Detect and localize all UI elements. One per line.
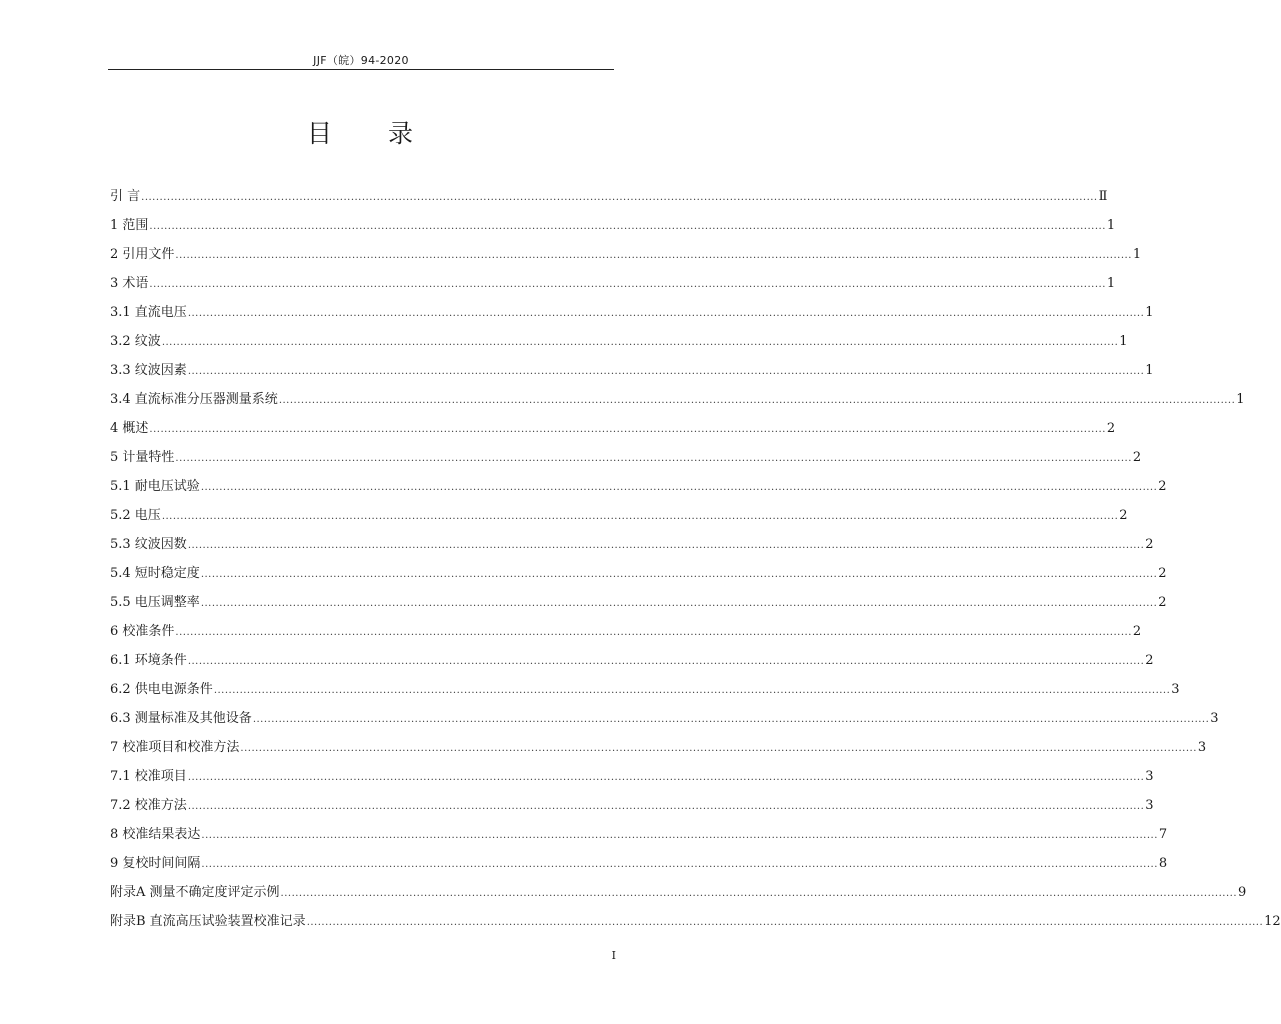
toc-entry-label: 9 复校时间间隔 (110, 856, 201, 871)
toc-dot-leader: .................................................................................................................................................................................................................................................................... (240, 743, 1197, 754)
toc-dot-leader: .................................................................................................................................................................................................................................................................... (149, 279, 1106, 290)
toc-entry-page: 2 (1145, 537, 1154, 552)
toc-entry-label: 7.2 校准方法 (110, 798, 187, 813)
toc-dot-leader: .................................................................................................................................................................................................................................................................... (201, 830, 1158, 841)
toc-entry[interactable] (110, 379, 1245, 408)
toc-entry[interactable] (110, 466, 1167, 495)
toc-entry[interactable] (110, 437, 1142, 466)
toc-entry-label: 3.3 纹波因素 (110, 363, 187, 378)
toc-entry[interactable] (110, 350, 1154, 379)
toc-dot-leader: .................................................................................................................................................................................................................................................................... (200, 598, 1158, 609)
toc-dot-leader: .................................................................................................................................................................................................................................................................... (149, 221, 1106, 232)
toc-dot-leader: .................................................................................................................................................................................................................................................................... (278, 395, 1236, 406)
toc-entry-page: 2 (1119, 508, 1128, 523)
toc-entry-label: 5.3 纹波因数 (110, 537, 187, 552)
toc-dot-leader: .................................................................................................................................................................................................................................................................... (175, 627, 1132, 638)
toc-entry-label: 5.1 耐电压试验 (110, 479, 200, 494)
toc-dot-leader: .................................................................................................................................................................................................................................................................... (187, 772, 1145, 783)
toc-entry-page: 2 (1158, 479, 1167, 494)
toc-entry-page: 1 (1106, 276, 1116, 291)
toc-entry-page: Ⅱ (1098, 189, 1108, 204)
toc-entry-label: 引 言 (110, 189, 141, 204)
page-title: 目 录 (306, 119, 415, 148)
toc-entry[interactable] (110, 669, 1180, 698)
table-of-contents (110, 176, 1281, 930)
toc-dot-leader: .................................................................................................................................................................................................................................................................... (161, 511, 1119, 522)
toc-entry-page: 1 (1145, 305, 1154, 320)
toc-dot-leader: .................................................................................................................................................................................................................................................................... (187, 801, 1145, 812)
toc-entry[interactable] (110, 205, 1116, 234)
toc-entry[interactable] (110, 785, 1154, 814)
toc-entry[interactable] (110, 408, 1116, 437)
toc-entry-label: 1 范围 (110, 218, 149, 233)
toc-entry[interactable] (110, 901, 1281, 930)
toc-entry-label: 3.2 纹波 (110, 334, 161, 349)
page-number: I (611, 949, 616, 962)
toc-entry-label: 5.5 电压调整率 (110, 595, 200, 610)
toc-entry-page: 1 (1119, 334, 1128, 349)
toc-entry-label: 8 校准结果表达 (110, 827, 201, 842)
header-rule (108, 69, 614, 70)
toc-entry-label: 6.2 供电电源条件 (110, 682, 213, 697)
toc-entry-label: 6.3 测量标准及其他设备 (110, 711, 252, 726)
toc-entry[interactable] (110, 495, 1128, 524)
toc-entry-label: 5.2 电压 (110, 508, 161, 523)
toc-entry[interactable] (110, 698, 1219, 727)
toc-entry-label: 3.1 直流电压 (110, 305, 187, 320)
toc-entry[interactable] (110, 611, 1142, 640)
toc-entry-label: 6 校准条件 (110, 624, 175, 639)
toc-dot-leader: .................................................................................................................................................................................................................................................................... (201, 859, 1158, 870)
toc-entry-label: 5.4 短时稳定度 (110, 566, 200, 581)
toc-entry-page: 2 (1145, 653, 1154, 668)
toc-entry[interactable] (110, 582, 1167, 611)
toc-entry-page: 1 (1145, 363, 1154, 378)
toc-entry[interactable] (110, 843, 1168, 872)
toc-entry-label: 附录A 测量不确定度评定示例 (110, 885, 280, 900)
toc-entry[interactable] (110, 292, 1154, 321)
toc-entry[interactable] (110, 263, 1116, 292)
toc-entry-page: 2 (1158, 566, 1167, 581)
toc-entry-page: 2 (1132, 450, 1142, 465)
toc-entry-page: 8 (1158, 856, 1168, 871)
toc-entry-page: 3 (1145, 769, 1154, 784)
toc-dot-leader: .................................................................................................................................................................................................................................................................... (187, 308, 1145, 319)
toc-dot-leader: .................................................................................................................................................................................................................................................................... (187, 540, 1145, 551)
toc-entry-page: 3 (1210, 711, 1219, 726)
toc-dot-leader: .................................................................................................................................................................................................................................................................... (213, 685, 1171, 696)
toc-dot-leader: .................................................................................................................................................................................................................................................................... (252, 714, 1210, 725)
toc-entry-page: 3 (1171, 682, 1180, 697)
toc-entry-label: 6.1 环境条件 (110, 653, 187, 668)
toc-dot-leader: .................................................................................................................................................................................................................................................................... (175, 250, 1132, 261)
toc-entry-label: 4 概述 (110, 421, 149, 436)
toc-entry[interactable] (110, 872, 1247, 901)
toc-dot-leader: .................................................................................................................................................................................................................................................................... (280, 888, 1237, 899)
toc-entry-page: 3 (1145, 798, 1154, 813)
toc-entry[interactable] (110, 553, 1167, 582)
toc-entry-label: 2 引用文件 (110, 247, 175, 262)
toc-entry[interactable] (110, 176, 1108, 205)
toc-dot-leader: .................................................................................................................................................................................................................................................................... (149, 424, 1106, 435)
toc-entry[interactable] (110, 727, 1207, 756)
toc-dot-leader: .................................................................................................................................................................................................................................................................... (141, 192, 1098, 203)
toc-entry-page: 1 (1132, 247, 1142, 262)
toc-entry-page: 7 (1158, 827, 1168, 842)
toc-entry-page: 2 (1106, 421, 1116, 436)
toc-entry-page: 1 (1236, 392, 1245, 407)
toc-entry[interactable] (110, 814, 1168, 843)
toc-dot-leader: .................................................................................................................................................................................................................................................................... (175, 453, 1132, 464)
toc-entry-page: 1 (1106, 218, 1116, 233)
toc-entry-label: 7.1 校准项目 (110, 769, 187, 784)
toc-entry[interactable] (110, 524, 1154, 553)
toc-entry[interactable] (110, 640, 1154, 669)
toc-entry-page: 2 (1158, 595, 1167, 610)
toc-dot-leader: .................................................................................................................................................................................................................................................................... (200, 569, 1158, 580)
toc-entry[interactable] (110, 321, 1128, 350)
toc-entry-label: 3 术语 (110, 276, 149, 291)
toc-dot-leader: .................................................................................................................................................................................................................................................................... (161, 337, 1119, 348)
toc-dot-leader: .................................................................................................................................................................................................................................................................... (200, 482, 1158, 493)
running-header: JJF（皖）94-2020 (313, 54, 409, 67)
toc-entry-label: 7 校准项目和校准方法 (110, 740, 240, 755)
toc-entry-page: 9 (1238, 885, 1247, 900)
toc-entry-label: 3.4 直流标准分压器测量系统 (110, 392, 278, 407)
toc-dot-leader: .................................................................................................................................................................................................................................................................... (187, 656, 1145, 667)
toc-entry[interactable] (110, 756, 1154, 785)
toc-entry[interactable] (110, 234, 1142, 263)
toc-dot-leader: .................................................................................................................................................................................................................................................................... (306, 917, 1264, 928)
toc-entry-page: 3 (1197, 740, 1207, 755)
toc-entry-page: 2 (1132, 624, 1142, 639)
toc-entry-page: 12 (1264, 914, 1281, 929)
toc-entry-label: 附录B 直流高压试验装置校准记录 (110, 914, 306, 929)
toc-dot-leader: .................................................................................................................................................................................................................................................................... (187, 366, 1145, 377)
toc-entry-label: 5 计量特性 (110, 450, 175, 465)
